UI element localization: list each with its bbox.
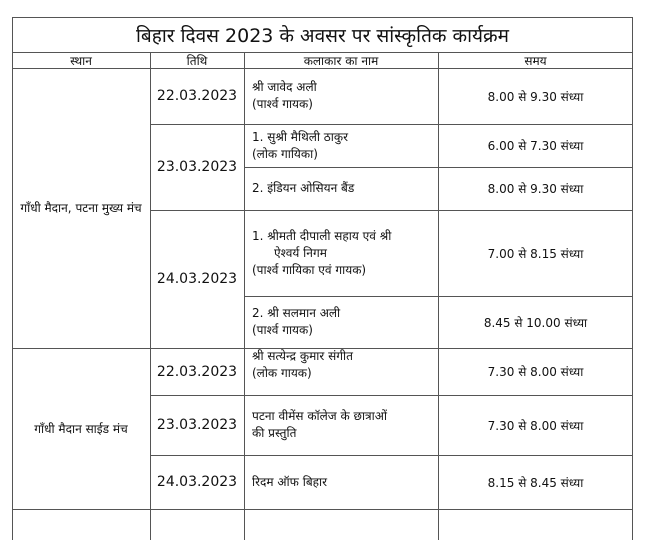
date-cell: 24.03.2023: [156, 474, 238, 490]
artist-name: 1. सुश्री मैथिली ठाकुर: [252, 129, 349, 144]
header-venue: स्थान: [70, 53, 92, 68]
artist-name: रिदम ऑफ बिहार: [252, 474, 328, 489]
header-artist: कलाकार का नाम: [303, 53, 379, 68]
artist-cell: [252, 68, 436, 124]
artist-name: पटना वीमेंस कॉलेज के छात्राओं: [252, 409, 388, 423]
row-divider: [12, 509, 633, 510]
venue-cell: [12, 68, 150, 348]
time-cell: 8.45 से 10.00 संध्या: [483, 315, 588, 330]
artist-cell: [252, 296, 436, 348]
artist-role: (पार्श्व गायक): [252, 97, 313, 111]
artist-name: 2. श्री सलमान अली: [252, 306, 341, 320]
header-time: समय: [524, 53, 547, 68]
artist-cell: [252, 124, 436, 167]
header-date: तिथि: [186, 53, 208, 68]
venue-name: गाँधी मैदान, पटना मुख्य मंच: [20, 201, 142, 215]
date-cell: 23.03.2023: [156, 417, 238, 433]
time-cell: 8.00 से 9.30 संध्या: [487, 182, 584, 196]
artist-cell: [252, 348, 436, 384]
artist-role: (लोक गायक): [252, 366, 312, 380]
artist-name: 2. इंडियन ओसियन बैंड: [252, 181, 355, 195]
venue-cell: [12, 348, 150, 509]
venue-name: गाँधी मैदान साईड मंच: [34, 421, 128, 436]
artist-name: श्री सत्येन्द्र कुमार संगीत: [252, 349, 353, 363]
artist-cell: [252, 210, 436, 296]
artist-name: 1. श्रीमती दीपाली सहाय एवं श्री: [252, 228, 392, 243]
date-cell: 23.03.2023: [156, 159, 238, 175]
artist-name: श्री जावेद अली: [252, 80, 317, 94]
time-cell: 6.00 से 7.30 संध्या: [487, 139, 584, 153]
date-cell: 22.03.2023: [156, 363, 238, 380]
time-cell: 7.30 से 8.00 संध्या: [487, 365, 584, 379]
date-cell: 22.03.2023: [156, 88, 238, 104]
artist-cell: [252, 395, 436, 455]
artist-role: (लोक गायिका): [252, 146, 318, 161]
artist-role: की प्रस्तुति: [252, 426, 297, 440]
time-cell: 8.00 से 9.30 संध्या: [487, 89, 584, 104]
date-cell: 24.03.2023: [156, 271, 238, 287]
artist-name-cont: ऐश्वर्य निगम: [274, 245, 327, 260]
time-cell: 7.00 से 8.15 संध्या: [487, 246, 584, 261]
page-title: बिहार दिवस 2023 के अवसर पर सांस्कृतिक कार्यक्रम: [135, 24, 510, 47]
artist-cell: [252, 455, 436, 509]
time-cell: 7.30 से 8.00 संध्या: [487, 418, 584, 433]
artist-cell: [252, 167, 436, 210]
artist-role: (पार्श्व गायिका एवं गायक): [252, 262, 367, 277]
artist-role: (पार्श्व गायक): [252, 323, 313, 337]
time-cell: 8.15 से 8.45 संध्या: [487, 475, 584, 490]
